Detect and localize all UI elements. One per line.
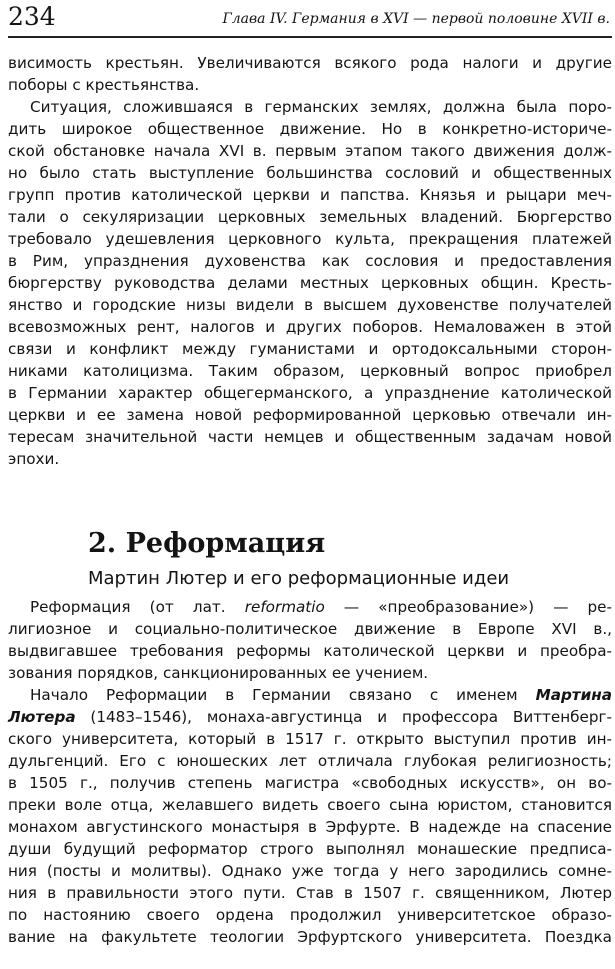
text-line (8, 684, 612, 706)
text-line: ского университета, который в 1517 г. открыто выступил против ин- (8, 730, 612, 748)
page-number: 234 (8, 2, 56, 31)
text-line: ния в правильности этого пути. Став в 1507 г. священником, Лютер (8, 884, 612, 902)
text-line: висимость крестьян. Увеличиваются всякого рода налоги и другие (8, 54, 612, 72)
text-line: всевозможных рент, налогов и других поборов. Немаловажен в этой (8, 318, 612, 336)
text-line: тали о секуляризации церковных земельных владений. Бюргерство (8, 208, 612, 226)
text-line: вание на факультете теологии Эрфуртского университета. Поездка (8, 928, 612, 946)
text-line: души будущий реформатор строго выполнял монашеские предписа- (8, 840, 612, 858)
text-fragment: Реформация (от лат. (30, 598, 245, 616)
text-line: никами католицизма. Таким образом, церковный вопрос приобрел (8, 362, 612, 380)
text-line: в 1505 г., получив степень магистра «свободных искусств», он во- (8, 774, 612, 792)
person-name: Лютера (8, 708, 76, 726)
text-line: выдвигавшее требования реформы католической церкви и преобра- (8, 642, 612, 660)
text-line: в Германии характер общегерманского, а упразднение католической (8, 384, 612, 402)
section-subheading: Мартин Лютер и его реформационные идеи (88, 568, 510, 589)
text-line: бюргерству руководства делами местных церковных общин. Кресть- (8, 274, 612, 292)
text-line: Ситуация, сложившаяся в германских землях, должна была поро- (30, 98, 612, 116)
text-line: дить широкое общественное движение. Но в конкретно-историче- (8, 120, 612, 138)
text-line: преки воле отца, желавшего видеть своего сына юристом, становится (8, 796, 612, 814)
text-line: зования порядков, санкционированных ее учением. (8, 664, 429, 682)
text-line: групп против католической церкви и папства. Князья и рыцари меч- (8, 186, 612, 204)
text-line: монахом августинского монастыря в Эрфурте. В надежде на спасение (8, 818, 612, 836)
person-name: Мартина (535, 686, 612, 704)
text-line (8, 596, 612, 618)
body-text-block-2 (8, 596, 612, 948)
page-header (8, 2, 612, 38)
text-line: тересам значительной части немцев и общественным задачам новой (8, 428, 612, 446)
text-line: но было стать выступление большинства сословий и общественных (8, 164, 612, 182)
text-line: ния (посты и молитвы). Однако уже тогда у него зародились сомне- (8, 862, 612, 880)
text-fragment: — «преобразование») — ре- (324, 598, 613, 616)
body-text-block-1 (8, 52, 612, 470)
text-line: лигиозное и социально-политическое движение в Европе XVI в., (8, 620, 613, 638)
running-title: Глава IV. Германия в XVI — первой половине XVII в. (222, 11, 610, 27)
text-fragment: (1483–1546), монаха-августинца и профессора Виттенберг- (75, 708, 612, 726)
text-line: ской обстановке начала XVI в. первым этапом такого движения долж- (8, 142, 612, 160)
text-fragment: Начало Реформации в Германии связано с именем (30, 686, 536, 704)
text-line: дульгенций. Его с юношеских лет отличала глубокая религиозность; (8, 752, 612, 770)
text-line: связи и конфликт между гуманистами и ортодоксальными сторон- (8, 340, 612, 358)
text-line: в Рим, упразднения духовенства как сословия и предоставления (8, 252, 612, 270)
text-line: требовало удешевления церковного культа, прекращения платежей (8, 230, 612, 248)
text-line: поборы с крестьянства. (8, 76, 200, 94)
latin-term: reformatio (244, 598, 325, 616)
text-line: по настоянию своего ордена продолжил университетское образо- (8, 906, 612, 924)
text-line: янство и городские низы видели в высшем духовенстве получателей (8, 296, 612, 314)
text-line: эпохи. (8, 450, 60, 468)
text-line: церкви и ее замена новой реформированной церковью отвечали ин- (8, 406, 612, 424)
section-heading: 2. Реформация (88, 528, 326, 559)
text-line (8, 706, 612, 728)
